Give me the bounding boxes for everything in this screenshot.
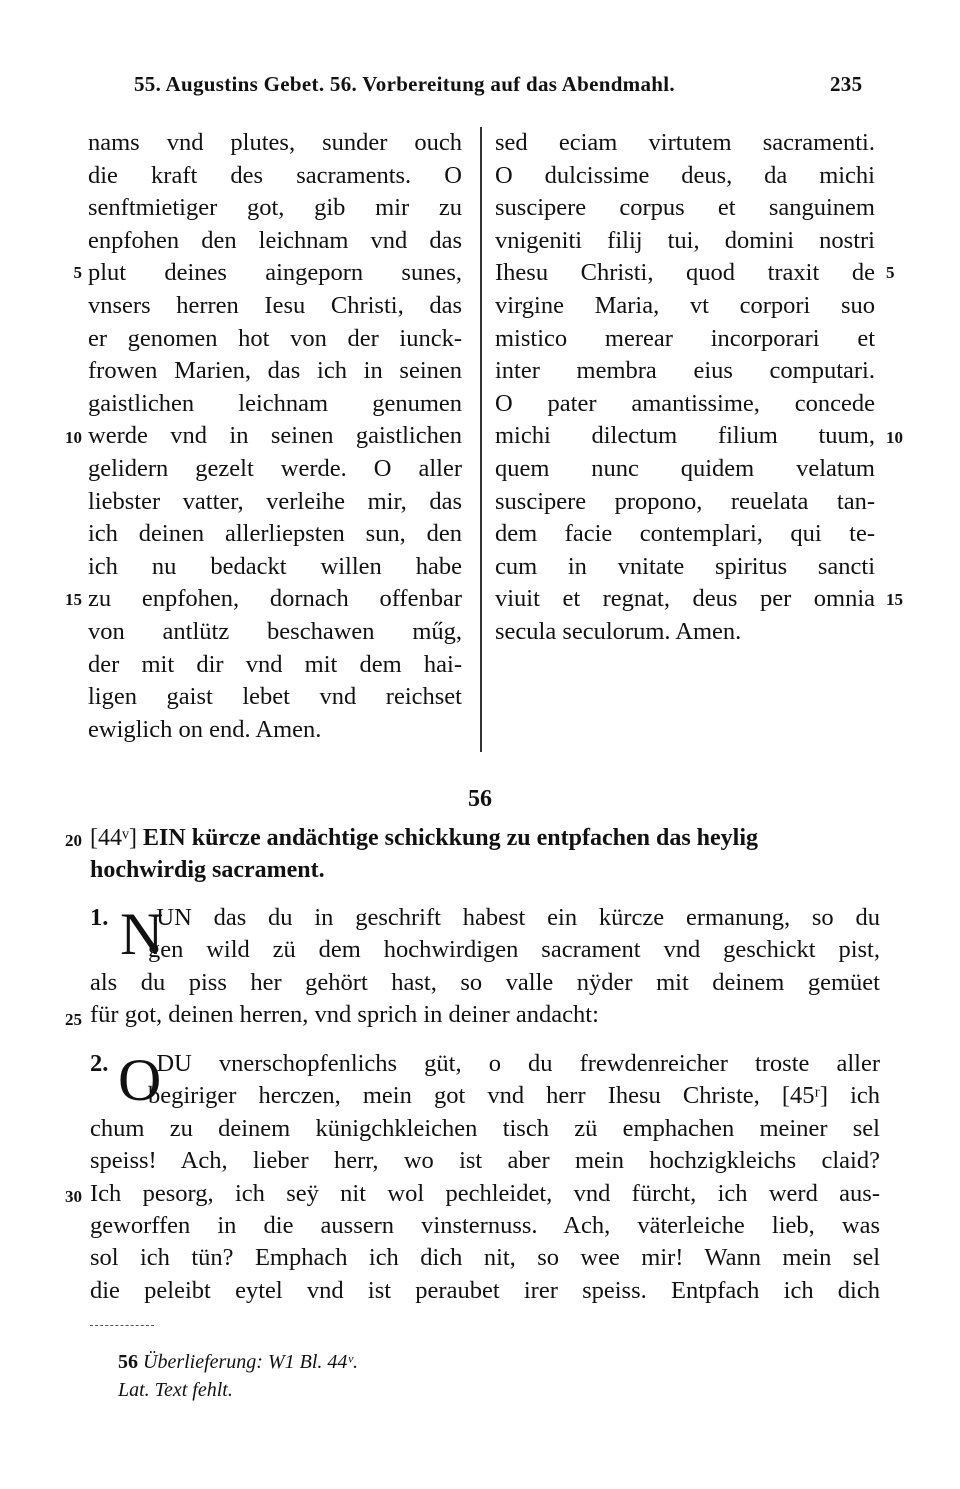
text-line: gelidern gezelt werde. O aller xyxy=(88,454,462,482)
heading-line xyxy=(90,822,880,854)
text-line: er genomen hot von der iunck- xyxy=(88,324,462,352)
text-line: gaistlichen leichnam genumen xyxy=(88,389,462,417)
running-head-title: 55. Augustins Gebet. 56. Vorbereitung auf das Abendmahl. xyxy=(134,72,675,96)
text-line: secula seculorum. Amen. xyxy=(495,617,742,645)
text-line: der mit dir vnd mit dem hai- xyxy=(88,650,462,678)
text-line: die kraft des sacraments. O xyxy=(88,161,462,189)
text-line: gen wild zü dem hochwirdigen sacrament vnd geschickt pist, xyxy=(148,936,880,964)
line-number: 5 xyxy=(886,263,895,282)
text-line: michi dilectum filium tuum, xyxy=(495,422,875,450)
footnote-text: Überlieferung: W1 Bl. 44ᵛ. xyxy=(143,1351,358,1373)
text-line: werde vnd in seinen gaistlichen xyxy=(88,422,462,450)
text-line: Ihesu Christi, quod traxit de xyxy=(495,259,875,287)
text-line: enpfohen den leichnam vnd das xyxy=(88,226,462,254)
line-number: 30 xyxy=(65,1187,82,1206)
text-line: cum in vnitate spiritus sancti xyxy=(495,552,875,580)
section-heading xyxy=(90,822,880,886)
text-line: quem nunc quidem velatum xyxy=(495,454,875,482)
line-number: 15 xyxy=(886,590,903,609)
section-number: 56 xyxy=(468,786,492,812)
footnote xyxy=(118,1348,718,1404)
text-line: vnsers herren Iesu Christi, das xyxy=(88,291,462,319)
text-line xyxy=(90,902,880,934)
line-number: 20 xyxy=(65,831,82,850)
text-line: begiriger herczen, mein got vnd herr Ihesu Christe, [45ʳ] ich xyxy=(148,1082,880,1110)
text-line: liebster vatter, verleihe mir, das xyxy=(88,487,462,515)
text-line: sol ich tün? Emphach ich dich nit, so wee mir! Wann mein sel xyxy=(90,1244,880,1272)
paragraph-number: 1. xyxy=(90,904,109,931)
text-line: speiss! Ach, lieber herr, wo ist aber mein hochzigkleichs claid? xyxy=(90,1147,880,1175)
paragraph-number: 2. xyxy=(90,1050,109,1077)
text-line: suscipere corpus et sanguinem xyxy=(495,194,875,222)
paragraph-2 xyxy=(90,1048,880,1307)
line-number: 25 xyxy=(65,1010,82,1029)
text-line: geworffen in die aussern vinsternuss. Ach, väterleiche lieb, was xyxy=(90,1211,880,1239)
footnote-line xyxy=(118,1348,718,1376)
text-line: ich deinen allerliepsten sun, den xyxy=(88,520,462,548)
text-line: senftmietiger got, gib mir zu xyxy=(88,194,462,222)
footnote-number: 56 xyxy=(118,1351,138,1373)
text-span: DU vnerschopfenlichs güt, o du frewdenreicher troste aller xyxy=(156,1050,880,1077)
folio-mark: [44ᵛ] xyxy=(90,825,138,851)
text-line: dem facie contemplari, qui te- xyxy=(495,520,875,548)
text-line: frowen Marien, das ich in seinen xyxy=(88,357,462,385)
text-line: die peleibt eytel vnd ist peraubet irer speiss. Entpfach ich dich xyxy=(90,1276,880,1304)
text-line: chum zu deinem künigchkleichen tisch zü emphachen meiner sel xyxy=(90,1114,880,1142)
heading-line: hochwirdig sacrament. xyxy=(90,857,325,883)
text-line: plut deines aingeporn sunes, xyxy=(88,259,462,287)
text-line: von antlütz beschawen műg, xyxy=(88,617,462,645)
text-line: ligen gaist lebet vnd reichset xyxy=(88,683,462,711)
drop-cap: N xyxy=(120,901,164,967)
text-line: O dulcissime deus, da michi xyxy=(495,161,875,189)
text-line: viuit et regnat, deus per omnia xyxy=(495,585,875,613)
text-line: für got, deinen herren, vnd sprich in deiner andacht: xyxy=(90,1001,599,1029)
text-line: als du piss her gehört hast, so valle nÿder mit deinem gemüet xyxy=(90,968,880,996)
text-line: O pater amantissime, concede xyxy=(495,389,875,417)
left-column-german xyxy=(88,127,462,746)
text-line: sed eciam virtutem sacramenti. xyxy=(495,129,875,156)
line-number: 5 xyxy=(73,263,82,282)
right-column-latin xyxy=(495,127,875,649)
text-line: nams vnd plutes, sunder ouch xyxy=(88,129,462,156)
text-line: mistico merear incorporari et xyxy=(495,324,875,352)
text-line: Ich pesorg, ich seÿ nit wol pechleidet, vnd fürcht, ich werd aus- xyxy=(90,1179,880,1207)
page-number: 235 xyxy=(830,72,863,96)
heading-text: EIN kürcze andächtige schickkung zu entpfachen das heylig xyxy=(143,825,759,851)
text-line: vnigeniti filij tui, domini nostri xyxy=(495,226,875,254)
text-span: UN das du in geschrift habest ein kürcze ermanung, so du xyxy=(156,904,880,931)
running-head xyxy=(0,72,880,102)
text-line: inter membra eius computari. xyxy=(495,357,875,385)
column-divider xyxy=(480,127,482,752)
text-line: zu enpfohen, dornach offenbar xyxy=(88,585,462,613)
text-line: suscipere propono, reuelata tan- xyxy=(495,487,875,515)
line-number: 15 xyxy=(65,590,82,609)
line-number: 10 xyxy=(886,428,903,447)
text-line: virgine Maria, vt corpori suo xyxy=(495,291,875,319)
footnote-rule xyxy=(90,1325,154,1326)
text-line xyxy=(90,1048,880,1080)
paragraph-1 xyxy=(90,902,880,1032)
footnote-line: Lat. Text fehlt. xyxy=(118,1379,233,1401)
line-number: 10 xyxy=(65,428,82,447)
text-line: ewiglich on end. Amen. xyxy=(88,715,322,743)
drop-cap: O xyxy=(118,1047,162,1113)
text-line: ich nu bedackt willen habe xyxy=(88,552,462,580)
